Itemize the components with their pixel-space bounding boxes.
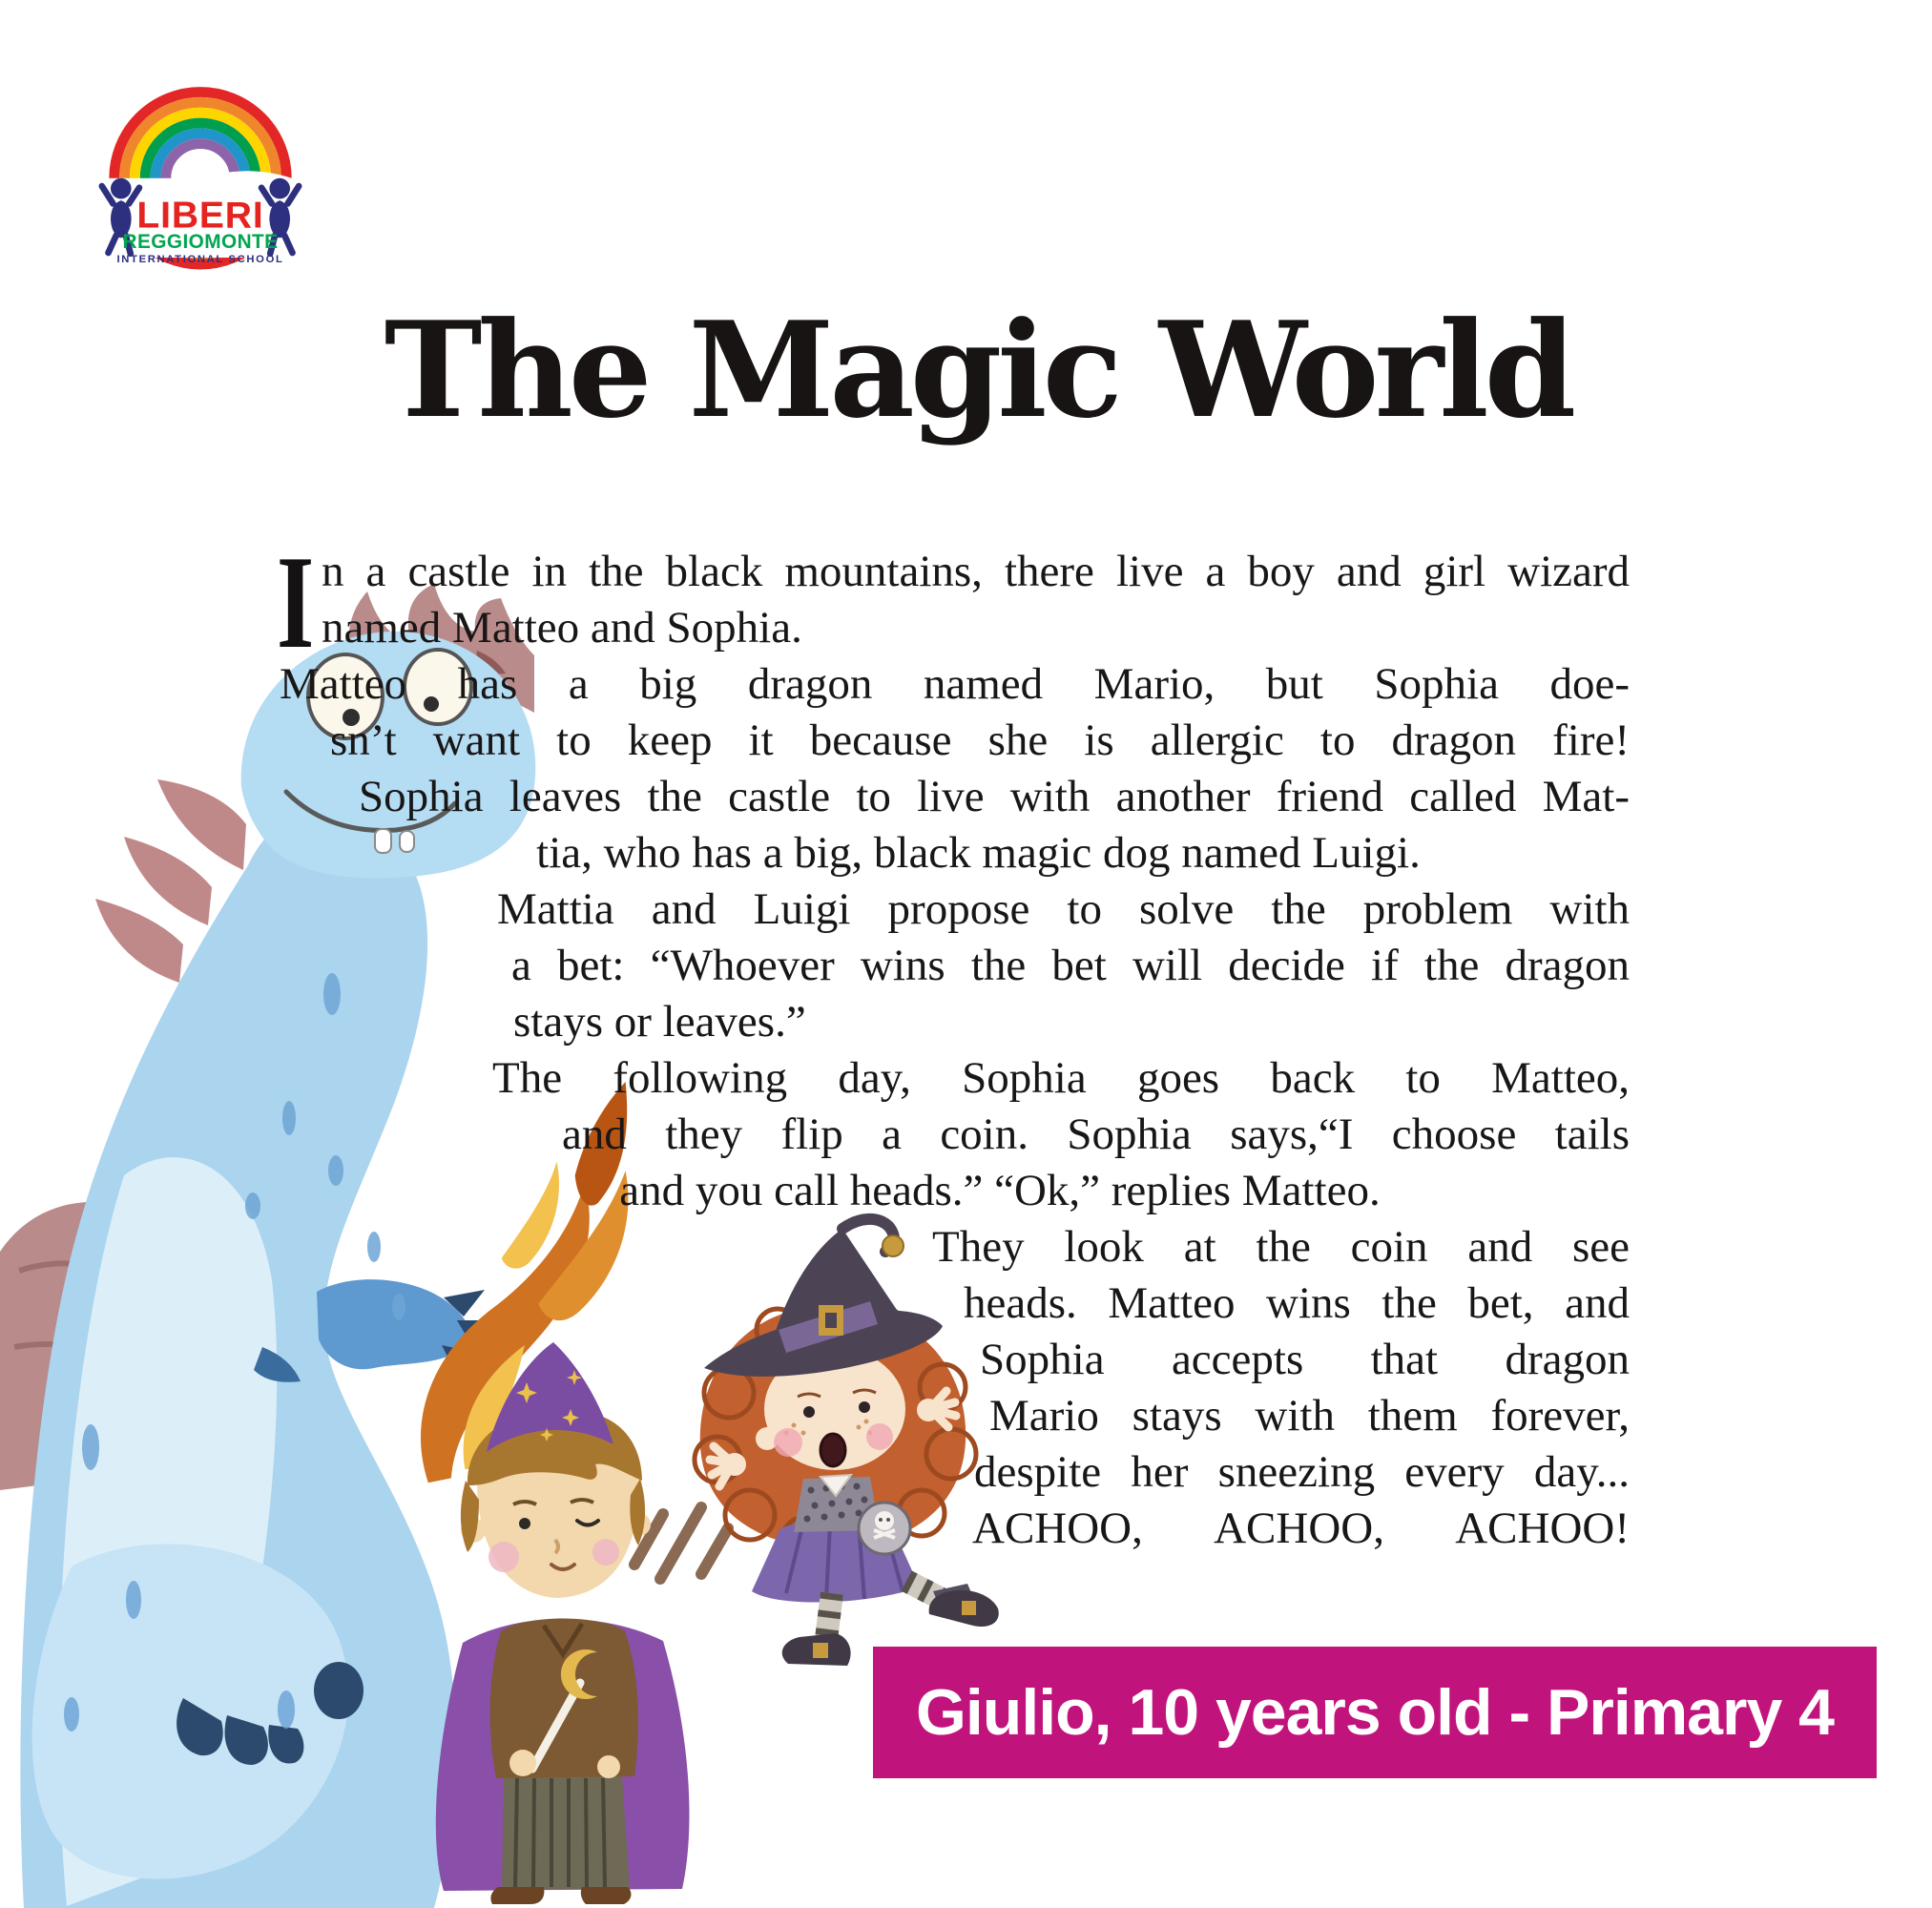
story-line: a bet: “Whoever wins the bet will decide if the dragon (511, 941, 1630, 990)
school-logo (81, 59, 320, 265)
story-line: stays or leaves.” (513, 997, 806, 1047)
story-line: tia, who has a big, black magic dog named Luigi. (536, 828, 1421, 878)
story-line: Sophia leaves the castle to live with another friend called Mat- (359, 772, 1630, 821)
story-line: ACHOO, ACHOO, ACHOO! (972, 1504, 1630, 1553)
story-line: n a castle in the black mountains, there live a boy and girl wizard (322, 547, 1630, 596)
story-line: Sophia accepts that dragon (980, 1335, 1630, 1384)
story-line: and they flip a coin. Sophia says,“I choose tails (562, 1110, 1630, 1159)
author-banner (873, 1647, 1877, 1778)
drop-cap: I (277, 529, 315, 676)
story-line: sn’t want to keep it because she is allergic to dragon fire! (330, 716, 1630, 765)
story-line: despite her sneezing every day... (974, 1447, 1630, 1497)
story-line: named Matteo and Sophia. (322, 603, 802, 653)
story-line: Matteo has a big dragon named Mario, but Sophia doe- (280, 659, 1630, 709)
story-line: The following day, Sophia goes back to Matteo, (492, 1053, 1630, 1103)
logo-tagline-text: INTERNATIONAL SCHOOL (116, 253, 284, 265)
story-line: Mario stays with them forever, (989, 1391, 1630, 1441)
story-text (280, 544, 1630, 1557)
story-line: and you call heads.” “Ok,” replies Matteo. (619, 1166, 1381, 1215)
logo-subname-text: REGGIOMONTE (122, 231, 279, 254)
page-title: The Magic World (384, 292, 1572, 447)
logo-name-text: LIBERI (136, 195, 264, 237)
story-line: heads. Matteo wins the bet, and (964, 1278, 1630, 1328)
author-banner-text: Giulio, 10 years old - Primary 4 (916, 1676, 1834, 1749)
rainbow-children-logo-icon (81, 59, 320, 265)
story-line: Mattia and Luigi propose to solve the problem with (497, 884, 1630, 934)
story-line: They look at the coin and see (932, 1222, 1630, 1272)
